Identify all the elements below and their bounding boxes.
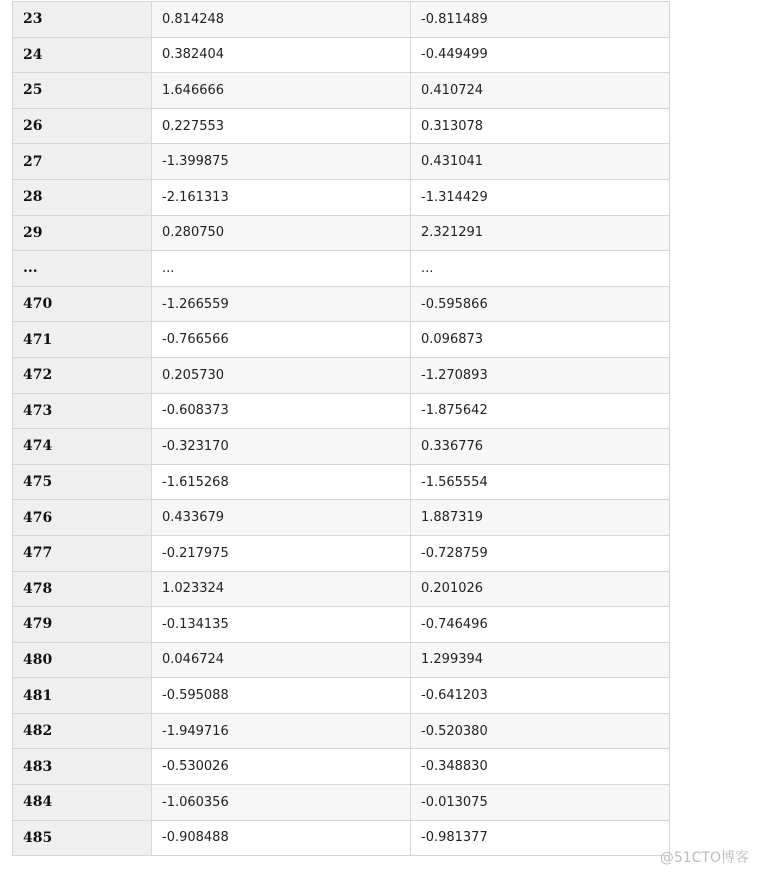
table-row	[13, 429, 670, 465]
value-cell-1: 0.280750	[152, 215, 411, 251]
table-row	[13, 535, 670, 571]
value-cell-2: 0.336776	[411, 429, 670, 465]
row-index-cell: 482	[13, 713, 152, 749]
table-row	[13, 144, 670, 180]
value-cell-1: 0.227553	[152, 108, 411, 144]
value-cell-1: -0.217975	[152, 535, 411, 571]
row-index-cell: 28	[13, 179, 152, 215]
value-cell-1: -0.530026	[152, 749, 411, 785]
value-cell-2: ...	[411, 251, 670, 287]
row-index-cell: 476	[13, 500, 152, 536]
value-cell-2: -0.449499	[411, 37, 670, 73]
row-index-cell: 485	[13, 820, 152, 856]
value-cell-2: -0.981377	[411, 820, 670, 856]
row-index-cell: 480	[13, 642, 152, 678]
row-index-cell: 483	[13, 749, 152, 785]
value-cell-1: -0.608373	[152, 393, 411, 429]
value-cell-2: -1.875642	[411, 393, 670, 429]
table-row	[13, 464, 670, 500]
value-cell-1: -1.399875	[152, 144, 411, 180]
row-index-cell: 478	[13, 571, 152, 607]
value-cell-2: -0.595866	[411, 286, 670, 322]
value-cell-2: -1.565554	[411, 464, 670, 500]
value-cell-2: 2.321291	[411, 215, 670, 251]
watermark: @51CTO博客	[659, 850, 749, 866]
table-row	[13, 37, 670, 73]
row-index-cell: 479	[13, 607, 152, 643]
row-index-cell: 27	[13, 144, 152, 180]
value-cell-2: 0.201026	[411, 571, 670, 607]
value-cell-1: 1.023324	[152, 571, 411, 607]
data-table	[12, 1, 670, 856]
row-index-cell: 474	[13, 429, 152, 465]
row-index-cell: 471	[13, 322, 152, 358]
value-cell-1: -0.595088	[152, 678, 411, 714]
value-cell-2: -0.520380	[411, 713, 670, 749]
value-cell-1: -1.615268	[152, 464, 411, 500]
value-cell-2: -0.641203	[411, 678, 670, 714]
value-cell-1: -0.323170	[152, 429, 411, 465]
table-row	[13, 73, 670, 109]
table-body	[13, 2, 670, 856]
value-cell-2: -1.270893	[411, 357, 670, 393]
value-cell-1: 0.814248	[152, 2, 411, 38]
value-cell-2: 0.410724	[411, 73, 670, 109]
table-row	[13, 820, 670, 856]
row-index-cell: 26	[13, 108, 152, 144]
value-cell-1: -0.766566	[152, 322, 411, 358]
row-index-cell: 470	[13, 286, 152, 322]
value-cell-1: -0.134135	[152, 607, 411, 643]
row-index-cell: 25	[13, 73, 152, 109]
value-cell-1: -1.949716	[152, 713, 411, 749]
value-cell-1: 0.046724	[152, 642, 411, 678]
value-cell-2: -0.746496	[411, 607, 670, 643]
table-row	[13, 215, 670, 251]
table-row	[13, 571, 670, 607]
value-cell-2: -0.728759	[411, 535, 670, 571]
table-row	[13, 678, 670, 714]
table-row	[13, 108, 670, 144]
value-cell-1: ...	[152, 251, 411, 287]
value-cell-1: 0.382404	[152, 37, 411, 73]
table-row	[13, 179, 670, 215]
row-index-cell: 29	[13, 215, 152, 251]
value-cell-1: -1.060356	[152, 785, 411, 821]
value-cell-1: -2.161313	[152, 179, 411, 215]
row-index-cell: 24	[13, 37, 152, 73]
table-row	[13, 607, 670, 643]
table-row	[13, 286, 670, 322]
value-cell-2: 0.431041	[411, 144, 670, 180]
row-index-cell: 23	[13, 2, 152, 38]
row-index-cell: 481	[13, 678, 152, 714]
value-cell-2: -1.314429	[411, 179, 670, 215]
row-index-cell: 484	[13, 785, 152, 821]
table-row	[13, 357, 670, 393]
table-row	[13, 713, 670, 749]
row-index-cell: 472	[13, 357, 152, 393]
table-row	[13, 393, 670, 429]
table-row	[13, 2, 670, 38]
value-cell-2: 0.096873	[411, 322, 670, 358]
row-index-cell: ...	[13, 251, 152, 287]
value-cell-1: 0.433679	[152, 500, 411, 536]
value-cell-2: 0.313078	[411, 108, 670, 144]
value-cell-2: 1.299394	[411, 642, 670, 678]
table-row	[13, 322, 670, 358]
table-row	[13, 785, 670, 821]
value-cell-2: -0.013075	[411, 785, 670, 821]
value-cell-2: -0.811489	[411, 2, 670, 38]
value-cell-1: 0.205730	[152, 357, 411, 393]
table-row	[13, 251, 670, 287]
value-cell-1: -0.908488	[152, 820, 411, 856]
value-cell-2: 1.887319	[411, 500, 670, 536]
table-row	[13, 500, 670, 536]
row-index-cell: 475	[13, 464, 152, 500]
value-cell-2: -0.348830	[411, 749, 670, 785]
row-index-cell: 473	[13, 393, 152, 429]
row-index-cell: 477	[13, 535, 152, 571]
value-cell-1: -1.266559	[152, 286, 411, 322]
table-row	[13, 749, 670, 785]
value-cell-1: 1.646666	[152, 73, 411, 109]
table-row	[13, 642, 670, 678]
